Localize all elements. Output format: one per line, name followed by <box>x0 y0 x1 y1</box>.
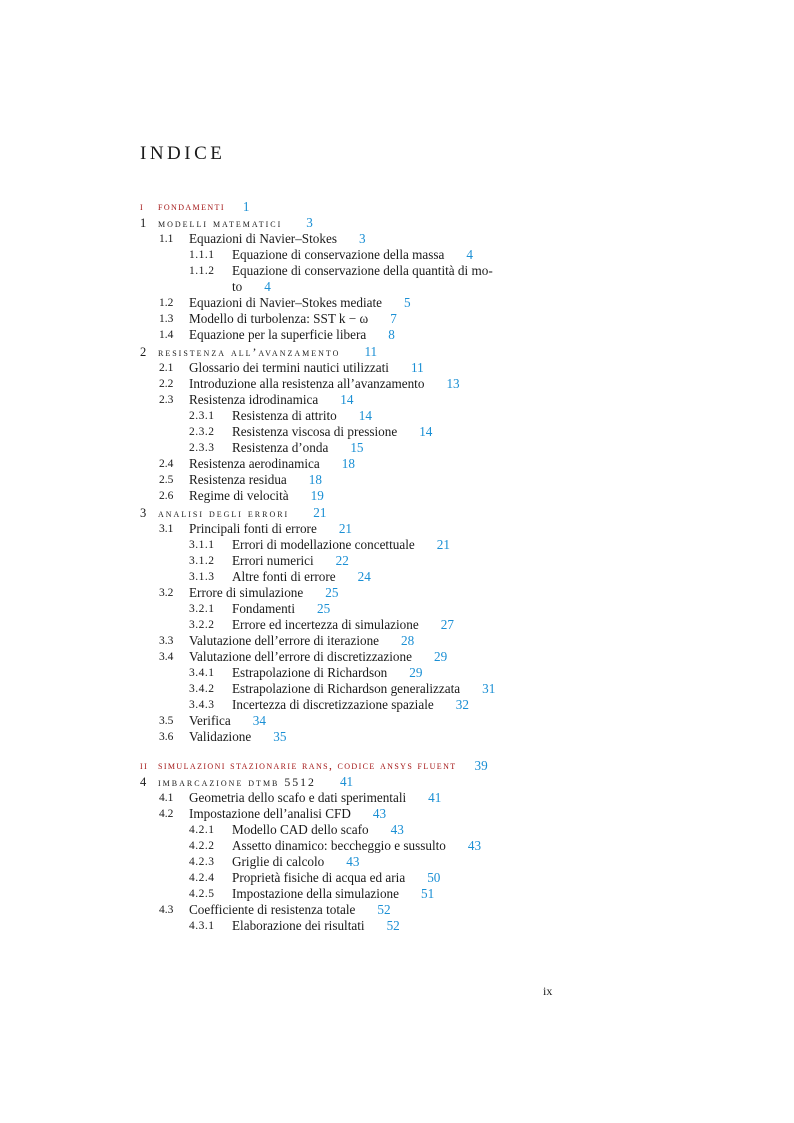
toc-entry-title[interactable]: Geometria dello scafo e dati sperimentali <box>189 790 407 805</box>
toc-entry-number: 1.2 <box>159 297 174 309</box>
toc-entry-number: 4 <box>140 775 147 789</box>
toc-entry-title[interactable]: Estrapolazione di Richardson <box>232 665 388 680</box>
toc-entry-title[interactable]: Griglie di calcolo <box>232 854 325 869</box>
toc-entry-title[interactable]: Equazione di conservazione della quantità di mo- <box>232 263 493 278</box>
toc-page-link[interactable]: 5 <box>404 295 411 310</box>
toc-entry-title[interactable]: Equazione di conservazione della massa <box>232 247 445 262</box>
toc-entry-title[interactable]: simulazioni stazionarie rans, codice ansys fluent <box>158 760 457 772</box>
toc-entry-number: 3.2.1 <box>189 603 215 615</box>
toc-entry-title[interactable]: Equazione per la superficie libera <box>189 327 367 342</box>
toc-entry-title[interactable]: Incertezza di discretizzazione spaziale <box>232 697 434 712</box>
toc-entry-number: 2.3.3 <box>189 442 215 454</box>
toc-entry-number: 2.1 <box>159 362 174 374</box>
toc-page-link[interactable]: 39 <box>474 758 488 773</box>
toc-entry-title[interactable]: Equazioni di Navier–Stokes mediate <box>189 295 382 310</box>
toc-page-link[interactable]: 21 <box>313 505 327 520</box>
toc-page-link[interactable]: 14 <box>340 392 354 407</box>
toc-entry-title[interactable]: Modello di turbolenza: SST k − ω <box>189 311 369 326</box>
toc-entry-number: 3.1.3 <box>189 571 215 583</box>
toc-entry-number: 2.3.2 <box>189 426 215 438</box>
toc-page-link[interactable]: 14 <box>358 408 372 423</box>
toc-entry-title[interactable]: Errore di simulazione <box>189 585 304 600</box>
toc-entry-title[interactable]: Resistenza di attrito <box>232 408 337 423</box>
toc-entry-title[interactable]: Elaborazione dei risultati <box>232 918 365 933</box>
toc-entry-title[interactable]: Glossario dei termini nautici utilizzati <box>189 360 389 375</box>
toc-entry-number: 3.4.3 <box>189 699 215 711</box>
toc-page-link[interactable]: 19 <box>310 488 324 503</box>
toc-entry-title[interactable]: analisi degli errori <box>158 506 290 520</box>
toc-page-link[interactable]: 29 <box>433 649 448 664</box>
toc-page-link[interactable]: 18 <box>341 456 355 471</box>
toc-entry-number: 2.3 <box>159 394 174 406</box>
toc-entry-number: 2 <box>140 345 147 359</box>
toc-entry-title[interactable]: Principali fonti di errore <box>189 521 317 536</box>
toc-page-link[interactable]: 21 <box>436 537 450 552</box>
toc-page-link[interactable]: 15 <box>350 440 364 455</box>
toc-entry-title[interactable]: modelli matematici <box>158 216 283 230</box>
toc-page-link[interactable]: 29 <box>409 665 423 680</box>
toc-entry-number: i <box>140 201 145 213</box>
toc-page-link[interactable]: 31 <box>482 681 496 696</box>
toc-entry-title[interactable]: Impostazione dell’analisi CFD <box>189 806 351 821</box>
toc-entry-number: 3.1.1 <box>189 539 215 551</box>
toc-page-link[interactable]: 52 <box>377 902 391 917</box>
toc-entry-title[interactable]: Impostazione della simulazione <box>232 886 399 901</box>
toc-entry-number: 4.2.1 <box>189 824 215 836</box>
toc-entry-title[interactable]: fondamenti <box>158 201 225 213</box>
toc-page-link[interactable]: 52 <box>386 918 400 933</box>
toc-entry-title[interactable]: Coefficiente di resistenza totale <box>189 902 356 917</box>
toc-entry-number: 2.6 <box>159 490 174 502</box>
toc-entry-number: 1.1 <box>159 233 174 245</box>
toc-page-link[interactable]: 43 <box>467 838 482 853</box>
toc-entry-number: 3.3 <box>159 635 174 647</box>
toc-page-link[interactable]: 8 <box>388 327 395 342</box>
toc-page-link[interactable]: 22 <box>335 553 349 568</box>
toc-entry-title[interactable]: Regime di velocità <box>189 488 289 503</box>
toc-entry-number: 4.2.2 <box>189 840 215 852</box>
toc-entry-title[interactable]: imbarcazione dtmb 5512 <box>158 775 316 789</box>
toc-entry-number: 3.2.2 <box>189 619 215 631</box>
toc-entry-number: 1 <box>140 216 147 230</box>
page-number: ix <box>543 984 553 998</box>
toc-entry-title[interactable]: Validazione <box>189 729 252 744</box>
toc-entry-title[interactable]: Modello CAD dello scafo <box>232 822 369 837</box>
toc-entry-number: 3 <box>140 506 147 520</box>
toc-entry-number: 1.3 <box>159 313 174 325</box>
toc-entry-title[interactable]: to <box>232 279 243 294</box>
toc-page-link[interactable]: 25 <box>317 601 331 616</box>
toc-entry-number: 1.1.1 <box>189 249 215 261</box>
toc-entry-title[interactable]: Errori numerici <box>232 553 314 568</box>
toc-page-link[interactable]: 41 <box>339 774 354 789</box>
toc-page-link[interactable]: 14 <box>419 424 433 439</box>
toc-entry-title[interactable]: Verifica <box>189 713 231 728</box>
toc-entry-number: 3.1.2 <box>189 555 215 567</box>
toc-entry-title[interactable]: Valutazione dell’errore di iterazione <box>189 633 380 648</box>
toc-entry-number: 2.2 <box>159 378 174 390</box>
toc-entry-number: 3.4 <box>159 651 174 663</box>
toc-page-link[interactable]: 50 <box>427 870 441 885</box>
toc-page-link[interactable]: 3 <box>358 231 366 246</box>
toc-entry-number: 4.2 <box>159 808 174 820</box>
toc-entry-number: 1.4 <box>159 329 174 341</box>
toc-entry-title[interactable]: Altre fonti di errore <box>232 569 336 584</box>
toc-page-link[interactable]: 43 <box>390 822 404 837</box>
toc-heading: INDICE <box>140 143 226 164</box>
toc-entry-title[interactable]: Assetto dinamico: beccheggio e sussulto <box>232 838 446 853</box>
toc-entry-number: 4.2.3 <box>189 856 215 868</box>
toc-entry-number: 4.2.4 <box>189 872 215 884</box>
toc-entry-number: 2.5 <box>159 474 174 486</box>
toc-page-link[interactable]: 35 <box>273 729 287 744</box>
toc-entry-number: 3.1 <box>159 523 174 535</box>
toc-entry-number: 4.3 <box>159 904 174 916</box>
toc-page-link[interactable]: 7 <box>390 311 397 326</box>
toc-page-link[interactable]: 3 <box>306 215 313 230</box>
toc-entry-title[interactable]: Fondamenti <box>232 601 296 616</box>
toc-entry-number: 1.1.2 <box>189 265 215 277</box>
toc-entry-title[interactable]: Introduzione alla resistenza all’avanzamento <box>189 376 425 391</box>
toc-page-link[interactable]: 51 <box>421 886 435 901</box>
toc-entry-title[interactable]: Equazioni di Navier–Stokes <box>189 231 337 246</box>
toc-entry-number: 3.2 <box>159 587 174 599</box>
toc-entry-title[interactable]: Valutazione dell’errore di discretizzazione <box>189 649 412 664</box>
toc-page-link[interactable]: 43 <box>372 806 387 821</box>
toc-entry-number: ii <box>140 760 149 772</box>
toc-entry-title[interactable]: Resistenza aerodinamica <box>189 456 320 471</box>
toc-page-link[interactable]: 24 <box>357 569 371 584</box>
toc-page-link[interactable]: 18 <box>308 472 322 487</box>
toc-page-link[interactable]: 32 <box>455 697 469 712</box>
toc-entry-title[interactable]: Resistenza residua <box>189 472 287 487</box>
toc-entry-title[interactable]: resistenza all’avanzamento <box>158 345 341 359</box>
toc-page-link[interactable]: 34 <box>252 713 266 728</box>
toc-entry-title[interactable]: Resistenza viscosa di pressione <box>232 424 398 439</box>
toc-page-link[interactable]: 21 <box>338 521 352 536</box>
toc-page-link[interactable]: 25 <box>325 585 339 600</box>
toc-entry-number: 3.5 <box>159 715 174 727</box>
toc-page-link[interactable]: 4 <box>466 247 473 262</box>
toc-page-link[interactable]: 11 <box>364 344 378 359</box>
toc-entry-number: 4.2.5 <box>189 888 215 900</box>
toc-page-link[interactable]: 1 <box>242 199 250 214</box>
toc-page-link[interactable]: 27 <box>440 617 454 632</box>
toc-page-link[interactable]: 43 <box>346 854 360 869</box>
toc-page-link[interactable]: 4 <box>264 279 271 294</box>
toc-entry-title[interactable]: Resistenza idrodinamica <box>189 392 319 407</box>
toc-entry-number: 4.1 <box>159 792 174 804</box>
toc-entry-title[interactable]: Errori di modellazione concettuale <box>232 537 415 552</box>
toc-page-link[interactable]: 11 <box>410 360 424 375</box>
toc-entry-title[interactable]: Errore ed incertezza di simulazione <box>232 617 419 632</box>
toc-entry-number: 3.4.2 <box>189 683 215 695</box>
toc-entry-number: 4.3.1 <box>189 920 215 932</box>
toc-page-link[interactable]: 28 <box>401 633 415 648</box>
toc-entry-number: 2.3.1 <box>189 410 215 422</box>
toc-entry-title[interactable]: Estrapolazione di Richardson generalizzata <box>232 681 461 696</box>
toc-entry-number: 3.6 <box>159 731 174 743</box>
toc-page-link[interactable]: 41 <box>428 790 442 805</box>
toc-entry-number: 3.4.1 <box>189 667 215 679</box>
toc-entry-title[interactable]: Resistenza d’onda <box>232 440 329 455</box>
toc-entry-title[interactable]: Proprietà fisiche di acqua ed aria <box>232 870 406 885</box>
toc-entry-number: 2.4 <box>159 458 174 470</box>
toc-page-link[interactable]: 13 <box>446 376 460 391</box>
